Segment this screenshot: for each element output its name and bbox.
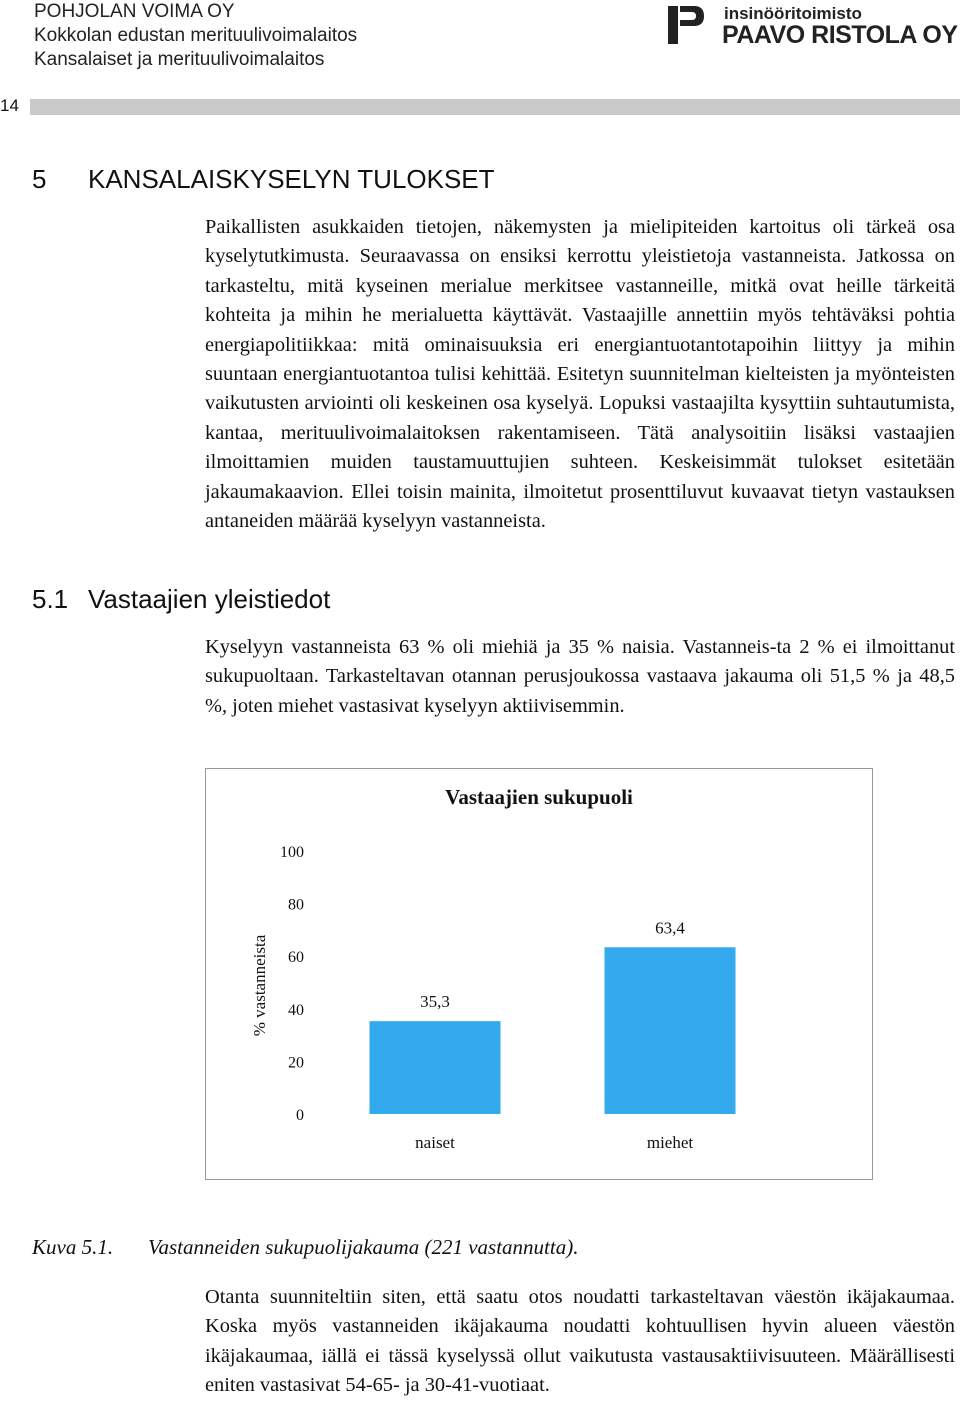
x-category-label: miehet: [646, 1133, 694, 1152]
header-company: POHJOLAN VOIMA OY: [34, 1, 235, 22]
closing-paragraph: Otanta suunniteltiin siten, että saatu otos noudatti tarkasteltavan väestön ikäjakaumaa. Koska myös vastanneiden ikäjakauma noudatti kohtuullisen hyvin alueen väestön ikäjakaumaa, iällä ei tässä kyselyssä ollut vaikutusta vastausaktiivisuuteen. Määrällisesti eniten vastasivat 54-65- ja 30-41-vuotiaat.: [205, 1286, 955, 1397]
gender-chart: [205, 768, 873, 1180]
section-title: KANSALAISKYSELYN TULOKSET: [88, 164, 495, 194]
chart-title: Vastaajien sukupuoli: [445, 785, 633, 809]
y-tick-label: 20: [288, 1054, 304, 1072]
section-paragraph: Paikallisten asukkaiden tietojen, näkemysten ja mielipiteiden kartoitus oli tärkeä osa kyselytutkimusta. Seuraavassa on ensiksi kerrottu yleistietoja vastanneista. Jatkossa on tarkasteltu, mitä kyseinen merialue merkitsee vastanneille, mitkä ovat heille tärkeitä kohteita ja mihin he merialuetta käyttävät. Vastaajille annettiin myös tehtäväksi pohtia energiapolitiikkaa: mitä ominaisuuksia eri energiantuotantotapoihin liittyy ja mihin suuntaan energiantuotantoa tulisi kehittää. Esitetyn suunnitelman kielteisten ja myönteisten vaikutusten arviointi oli keskeinen osa kyselyä. Lopuksi vastaajilta kysyttiin suhtautumista, kantaa, merituulivoimalaitoksen rakentamiseen. Tätä analysoitiin lisäksi vastaajien ilmoittamien muiden taustamuuttujien suhteen. Keskeisimmät tulokset esitetään jakaumakaavion. Ellei toisin mainita, ilmoitetut prosenttiluvut kuvaavat tietyn vastauksen antaneiden määrää kyselyyn vastanneista.: [205, 216, 955, 533]
y-axis-label: % vastanneista: [250, 934, 269, 1037]
y-tick-label: 100: [280, 844, 304, 861]
y-tick-label: 0: [296, 1107, 304, 1124]
logo-top-text: insinööritoimisto: [724, 4, 862, 23]
section-heading: [32, 164, 495, 195]
page-number: 14: [0, 96, 19, 115]
y-tick-label: 60: [288, 949, 304, 967]
x-category-label: naiset: [415, 1133, 455, 1152]
subsection-number: 5.1: [32, 584, 69, 614]
section-number: 5: [32, 164, 47, 194]
y-tick-label: 40: [288, 1001, 304, 1019]
y-tick-label: 80: [288, 896, 304, 914]
subsection-heading: [32, 584, 330, 615]
company-logo: [668, 2, 960, 46]
subsection-paragraph: Kyselyyn vastanneista 63 % oli miehiä ja 35 % naisia. Vastanneis-ta 2 % ei ilmoittanut sukupuoltaan. Tarkasteltavan otannan perusjoukossa vastaava jakauma oli 51,5 % ja 48,5 %, joten miehet vastasivat kyselyyn aktiivisemmin.: [205, 636, 955, 717]
logo-bottom-text: PAAVO RISTOLA OY: [722, 21, 958, 46]
header-report: Kansalaiset ja merituulivoimalaitos: [34, 49, 325, 70]
header-project: Kokkolan edustan merituulivoimalaitos: [34, 25, 358, 46]
data-label: 63,4: [655, 918, 685, 938]
bar-miehet: [605, 947, 736, 1114]
caption-number: Kuva 5.1.: [32, 1235, 114, 1259]
figure-caption: [32, 1235, 578, 1260]
caption-text: Vastanneiden sukupuolijakauma (221 vastannutta).: [148, 1235, 579, 1259]
header-rule: [30, 99, 960, 115]
subsection-title: Vastaajien yleistiedot: [88, 584, 331, 614]
bar-naiset: [370, 1021, 501, 1114]
chart-canvas: [206, 769, 872, 1179]
data-label: 35,3: [420, 992, 450, 1012]
